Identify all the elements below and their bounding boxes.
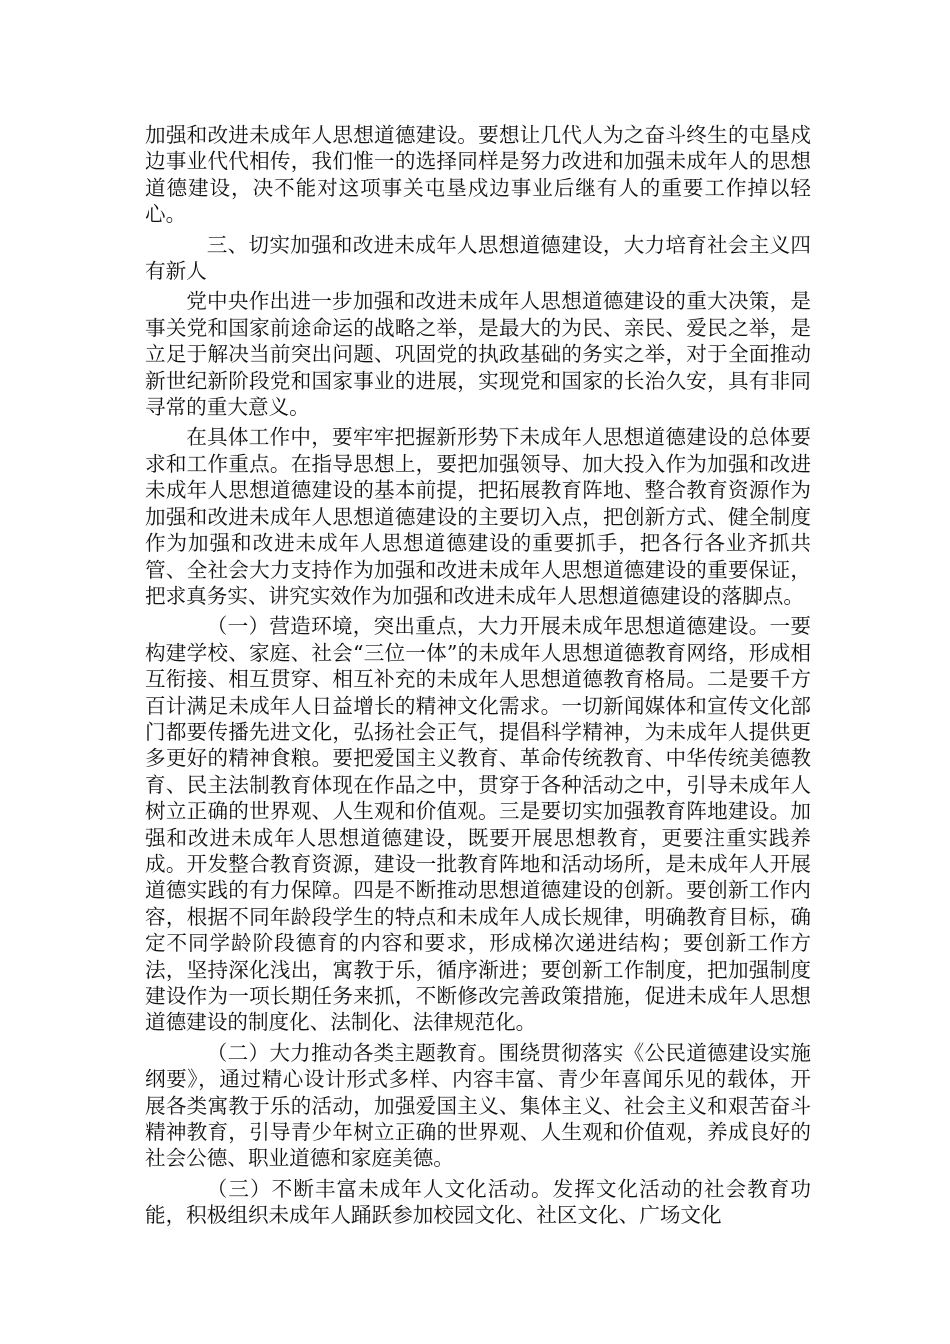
paragraph-item-two: （二）大力推动各类主题教育。围绕贯彻落实《公民道德建设实施纲要》，通过精心设计形式多样、内容丰富、青少年喜闻乐见的载体，开展各类寓教于乐的活动，加强爱国主义、集体主义、社会主义和艰苦奋斗精神教育，引导青少年树立正确的世界观、人生观和价值观，养成良好的社会公德、职业道德和家庭美德。 <box>145 1040 811 1171</box>
paragraph-continued: 加强和改进未成年人思想道德建设。要想让几代人为之奋斗终生的屯垦戍边事业代代相传，我们惟一的选择同样是努力改进和加强未成年人的思想道德建设，决不能对这项事关屯垦戍边事业后继有人的重要工作掉以轻心。 <box>145 123 811 227</box>
paragraph-specific-work: 在具体工作中，要牢牢把握新形势下未成年人思想道德建设的总体要求和工作重点。在指导思想上，要把加强领导、加大投入作为加强和改进未成年人思想道德建设的基本前提，把拓展教育阵地、整合教育资源作为加强和改进未成年人思想道德建设的主要切入点，把创新方式、健全制度作为加强和改进未成年人思想道德建设的重要抓手，把各行各业齐抓共管、全社会大力支持作为加强和改进未成年人思想道德建设的重要保证，把求真务实、讲究实效作为加强和改进未成年人思想道德建设的落脚点。 <box>145 425 811 608</box>
section-heading-three: 三、切实加强和改进未成年人思想道德建设，大力培育社会主义四有新人 <box>145 232 811 284</box>
paragraph-central-decision: 党中央作出进一步加强和改进未成年人思想道德建设的重大决策，是事关党和国家前途命运的战略之举，是最大的为民、亲民、爱民之举，是立足于解决当前突出问题、巩固党的执政基础的务实之举，对于全面推动新世纪新阶段党和国家事业的进展，实现党和国家的长治久安，具有非同寻常的重大意义。 <box>145 289 811 420</box>
paragraph-item-one: （一）营造环境，突出重点，大力开展未成年思想道德建设。一要构建学校、家庭、社会“三位一体”的未成年人思想道德教育网络，形成相互衔接、相互贯穿、相互补充的未成年人思想道德教育格局。二是要千方百计满足未成年人日益增长的精神文化需求。一切新闻媒体和宣传文化部门都要传播先进文化，弘扬社会正气，提倡科学精神，为未成年人提供更多更好的精神食粮。要把爱国主义教育、革命传统教育、中华传统美德教育、民主法制教育体现在作品之中，贯穿于各种活动之中，引导未成年人树立正确的世界观、人生观和价值观。三是要切实加强教育阵地建设。加强和改进未成年人思想道德建设，既要开展思想教育，更要注重实践养成。开发整合教育资源，建设一批教育阵地和活动场所，是未成年人开展道德实践的有力保障。四是不断推动思想道德建设的创新。要创新工作内容，根据不同年龄段学生的特点和未成年人成长规律，明确教育目标，确定不同学龄阶段德育的内容和要求，形成梯次递进结构；要创新工作方法，坚持深化浅出，寓教于乐，循序渐进；要创新工作制度，把加强制度建设作为一项长期任务来抓，不断修改完善政策措施，促进未成年人思想道德建设的制度化、法制化、法律规范化。 <box>145 614 811 1035</box>
paragraph-item-three: （三）不断丰富未成年人文化活动。发挥文化活动的社会教育功能，积极组织未成年人踊跃参加校园文化、社区文化、广场文化 <box>145 1176 811 1228</box>
document-body <box>145 122 811 1233</box>
